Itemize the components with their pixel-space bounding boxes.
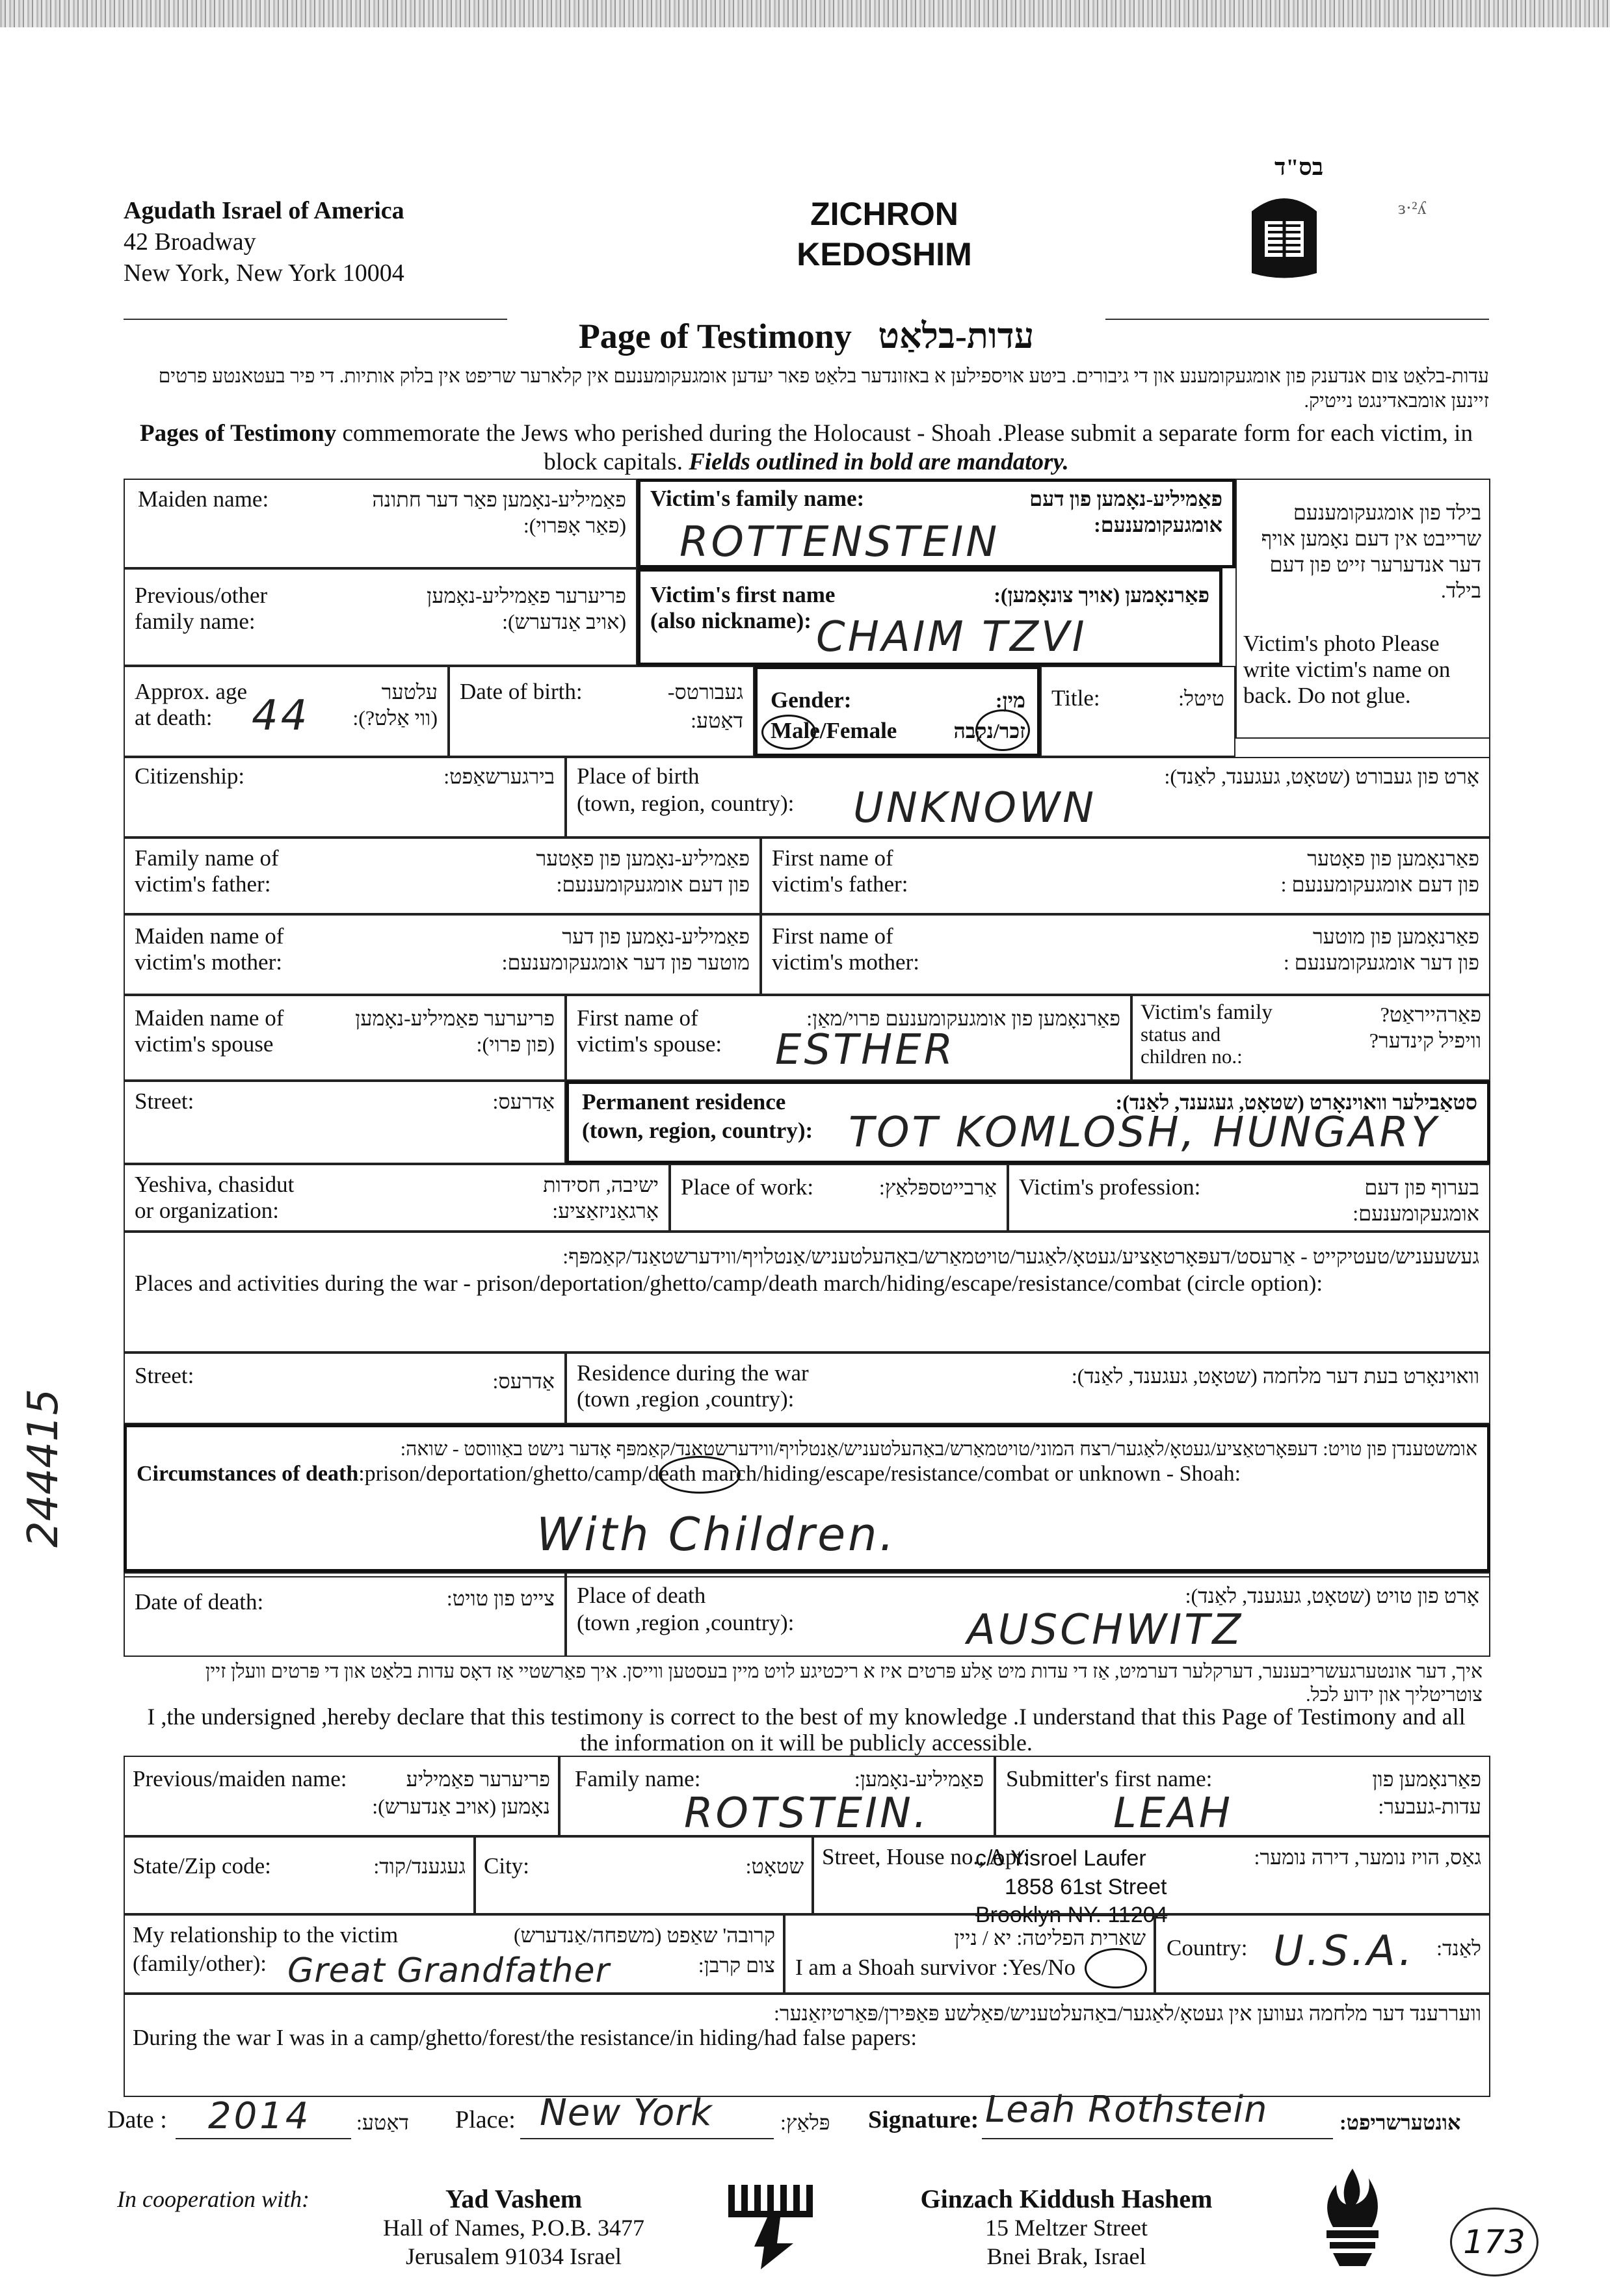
spouse-first-value: ESTHER	[775, 1026, 956, 1074]
dod-label: Date of death:	[135, 1589, 264, 1615]
spouse-maiden-label1: Maiden name of	[135, 1005, 284, 1031]
gk-name: Ginzach Kiddush Hashem	[920, 2184, 1213, 2213]
relationship-yi1: קרובה' שאַפט (משפחה/אַנדערש)	[514, 1923, 775, 1947]
first-name-cell[interactable]	[637, 568, 1222, 666]
camp-circle-mark	[659, 1456, 741, 1494]
relationship-yi2: צום קרבן:	[698, 1953, 775, 1977]
submitter-family-cell[interactable]	[559, 1756, 995, 1836]
place-yi: פּלאַץ:	[780, 2111, 830, 2134]
signature-value: Leah Rothstein	[985, 2089, 1268, 2131]
form-title	[715, 194, 1053, 274]
mother-first-label1: First name of	[772, 923, 893, 949]
circumstances-value: With Children.	[536, 1508, 897, 1561]
dob-yi1: געבורטס-	[667, 680, 743, 704]
age-value: 44	[252, 692, 310, 740]
page-of-testimony-title	[507, 315, 1105, 357]
sub-street-line2: 1858 61st Street	[1005, 1875, 1167, 1899]
relationship-value: Great Grandfather	[287, 1951, 610, 1990]
profession-yi1: בערוף פון דעם	[1364, 1176, 1479, 1199]
dob-yi2: דאַטע:	[691, 709, 743, 732]
date-value: 2014	[208, 2095, 311, 2137]
declaration-en: I ,the undersigned ,hereby declare that this testimony is correct to the best of my knowledge .I understand that this Page of Testimony and all the information on it will be publicly accessible.	[147, 1704, 1466, 1756]
profession-label: Victim's profession:	[1019, 1174, 1201, 1200]
father-family-label2: victim's father:	[135, 871, 271, 897]
date-label: Date :	[107, 2106, 167, 2133]
sub-first-label: Submitter's first name:	[1006, 1766, 1213, 1791]
street-cell[interactable]	[124, 1081, 566, 1164]
war-street-label: Street:	[135, 1363, 194, 1388]
spouse-first-label2: victim's spouse:	[577, 1031, 722, 1057]
gender-label: Gender:	[771, 687, 852, 713]
war-experience-cell[interactable]	[124, 1994, 1490, 2097]
death-place-yi: אָרט פון טויט (שטאָט, געגענד, לאַנד):	[1185, 1584, 1479, 1607]
mother-first-cell[interactable]	[761, 914, 1490, 995]
war-residence-label2: (town ,region ,country):	[577, 1386, 795, 1412]
age-label1: Approx. age	[135, 679, 248, 704]
birthplace-label2: (town, region, country):	[577, 791, 795, 816]
title-label: Title:	[1051, 685, 1100, 711]
survivor-cell[interactable]	[784, 1914, 1155, 1994]
page-number: 173	[1450, 2208, 1538, 2276]
male-circle-mark	[761, 715, 816, 750]
place-value: New York	[540, 2092, 713, 2134]
birthplace-cell[interactable]	[566, 757, 1490, 838]
prev-family-label2: family name:	[135, 609, 256, 634]
family-status-label1: Victim's family	[1141, 1001, 1273, 1024]
father-first-yi1: פאַרנאָמען פון פאָטער	[1307, 847, 1479, 870]
agudath-emblem-icon	[1245, 185, 1323, 283]
spouse-maiden-yi1: פריערער פאַמיליע-נאָמען	[355, 1007, 555, 1030]
sub-family-value: ROTSTEIN.	[684, 1789, 930, 1838]
country-cell[interactable]	[1155, 1914, 1490, 1994]
spouse-maiden-cell[interactable]	[124, 995, 566, 1081]
relationship-label2: (family/other):	[133, 1951, 267, 1976]
gender-yi2: זכר/נקבה	[953, 719, 1025, 743]
gender-cell[interactable]	[754, 666, 1040, 757]
sub-street-line3: Brooklyn NY. 11204	[975, 1903, 1168, 1927]
org-block	[124, 195, 404, 289]
title-cell[interactable]	[1040, 666, 1235, 757]
spouse-first-label1: First name of	[577, 1005, 698, 1031]
mother-first-label2: victim's mother:	[772, 949, 919, 975]
father-first-cell[interactable]	[761, 838, 1490, 914]
declaration-yi: איך, דער אונטערגעשריבענער, דערקלער דערמיט, אַז די עדות מיט אַלע פּרטים איז א ריכטיגע לויט מיין בעסטען ווייסן. איך פאַרשטיי אַז דאָס עדות בלאַט און די פּרטים וועלן זיין צוטריטליך און ידוע לכל.	[205, 1661, 1483, 1706]
sub-family-label: Family name:	[575, 1766, 701, 1791]
spouse-maiden-yi2: (פון פרוי):	[476, 1033, 555, 1056]
father-family-yi1: פאַמיליע-נאָמען פון פאָטער	[536, 847, 750, 870]
no-circle-mark	[1085, 1948, 1147, 1988]
residence-value: TOT KOMLOSH, HUNGARY	[849, 1109, 1440, 1157]
sub-prev-name-label: Previous/maiden name:	[133, 1766, 347, 1791]
work-yi: אַרבייטספּלאַץ:	[878, 1176, 997, 1199]
submitter-first-cell[interactable]	[995, 1756, 1490, 1836]
citizenship-yi: בירגערשאַפט:	[443, 765, 555, 788]
bsd-mark: בס"ד	[1274, 154, 1324, 180]
age-yi2: (ווי אַלט?):	[352, 706, 438, 730]
gender-options: Male/Female	[771, 718, 897, 743]
mother-maiden-cell[interactable]	[124, 914, 761, 995]
relationship-label1: My relationship to the victim	[133, 1922, 399, 1947]
birthplace-label1: Place of birth	[577, 763, 700, 789]
family-status-yi2: וויפיל קינדער?	[1369, 1029, 1481, 1052]
mother-maiden-label2: victim's mother:	[135, 949, 282, 975]
sub-street-yi: גאַס, הויז נומער, דירה נומער:	[1254, 1845, 1481, 1869]
family-name-cell[interactable]	[637, 479, 1235, 568]
father-first-label2: victim's father:	[772, 871, 908, 897]
photo-en: Victim's photo Please write victim's name on back. Do not glue.	[1243, 631, 1451, 708]
intro-english: Pages of Testimony commemorate the Jews who perished during the Holocaust - Shoah .Please submit a separate form for each victim, in block capitals. Fields outlined in bold are mandatory.	[140, 420, 1473, 475]
yad-vashem-block	[364, 2185, 663, 2271]
previous-family-cell[interactable]	[124, 568, 637, 666]
org-name: Agudath Israel of America	[124, 197, 404, 224]
signature-yi: אונטערשריפט:	[1339, 2111, 1461, 2134]
war-residence-label1: Residence during the war	[577, 1360, 809, 1386]
photo-yi: בילד פון אומגעקומענעם שרייבט אין דעם נאָמען אויף דער אנדערער זייט פון דעם בילד.	[1261, 501, 1481, 602]
sub-city-yi: שטאָט:	[745, 1854, 804, 1878]
yv-name: Yad Vashem	[445, 2184, 583, 2213]
yad-vashem-logo-icon	[722, 2178, 832, 2276]
dob-cell[interactable]	[449, 666, 754, 757]
intro-yiddish: עדות-בלאַט צום אנדענק פון אומגעקומענע און די גיבורים. ביטע אויספילען א באזונדער בלאַט פאר יעדען אומגעקומענעם אין קלארער שריפט אין בלוק אותיות. די פיר בעטאנטע פרטים זיינען אומבאדינגט נייטיק.	[158, 365, 1489, 412]
country-yi: לאַנד:	[1436, 1936, 1481, 1960]
sub-family-yi: פאַמיליע-נאָמען:	[854, 1767, 984, 1791]
war-places-cell[interactable]	[124, 1232, 1490, 1353]
yeshiva-label1: Yeshiva, chasidut	[135, 1172, 295, 1197]
age-yi1: עלטער	[381, 680, 438, 704]
prev-family-yi2: (אויב אַנדערש):	[502, 610, 626, 633]
spouse-maiden-label2: victim's spouse	[135, 1031, 274, 1057]
citizenship-cell[interactable]	[124, 757, 566, 838]
sub-first-value: LEAH	[1113, 1789, 1233, 1838]
survivor-yi: שארית הפליטה: יא / ניין	[954, 1926, 1146, 1949]
residence-cell[interactable]	[566, 1081, 1490, 1164]
sub-street-line1: c/o Yisroel Laufer	[975, 1846, 1146, 1871]
submitter-city-cell[interactable]	[475, 1836, 813, 1914]
residence-label2: (town, region, country):	[582, 1118, 813, 1143]
first-name-label1: Victim's first name	[650, 582, 836, 607]
mother-first-yi2: פון דער אומגעקומענעם :	[1283, 951, 1479, 974]
sub-first-yi2: עדות-געבער:	[1378, 1795, 1481, 1818]
survivor-en: I am a Shoah survivor :Yes/No	[795, 1955, 1076, 1980]
maiden-name-cell[interactable]	[124, 479, 637, 568]
circumstances-cell[interactable]	[124, 1424, 1490, 1572]
prev-family-yi1: פריערער פאַמיליע-נאָמען	[427, 584, 626, 607]
dod-yi: צייט פון טויט:	[446, 1587, 555, 1610]
family-name-label: Victim's family name:	[650, 486, 865, 511]
maiden-name-yi: פאַמיליע-נאָמען פאַר דער חתונה (פאַר אָפּרוי):	[372, 488, 626, 537]
death-place-label2: (town ,region ,country):	[577, 1610, 795, 1635]
street-label: Street:	[135, 1089, 194, 1114]
org-address-line1: 42 Broadway	[124, 228, 256, 256]
country-value: U.S.A.	[1273, 1927, 1415, 1975]
intro-bold: Pages of Testimony	[140, 420, 337, 447]
pot-yi: עדות-בלאַט	[878, 317, 1035, 356]
war-residence-cell[interactable]	[566, 1353, 1490, 1424]
death-place-value: AUSCHWITZ	[967, 1606, 1244, 1654]
first-name-yi: פאַרנאָמען (אויך צונאָמען):	[994, 583, 1209, 607]
spouse-first-cell[interactable]	[566, 995, 1131, 1081]
gk-address2: Bnei Brak, Israel	[986, 2243, 1146, 2269]
mother-maiden-yi1: פאַמיליע-נאָמען פון דער	[562, 925, 750, 948]
father-first-yi2: פון דעם אומגעקומענעם :	[1280, 873, 1479, 896]
family-name-value: ROTTENSTEIN	[680, 518, 1000, 566]
sub-prev-name-yi1: פריערער פאַמיליע	[406, 1767, 550, 1791]
scribble-mark: ɜ·²ʎ	[1398, 198, 1427, 218]
gk-address1: 15 Meltzer Street	[985, 2215, 1148, 2241]
sub-first-yi1: פאַרנאָמען פון	[1372, 1767, 1481, 1791]
yv-address1: Hall of Names, P.O.B. 3477	[383, 2215, 644, 2241]
work-cell[interactable]	[670, 1164, 1008, 1232]
title-line1: ZICHRON	[810, 196, 958, 232]
yeshiva-yi2: אָרגאַניזאַציע:	[552, 1199, 659, 1222]
death-place-label1: Place of death	[577, 1583, 706, 1608]
family-status-label2: status and	[1141, 1023, 1221, 1046]
family-status-yi1: פאַרהייראַט?	[1380, 1003, 1481, 1026]
maiden-name-label: Maiden name:	[138, 486, 269, 512]
submitter-prev-name-cell[interactable]	[124, 1756, 559, 1836]
first-name-label2: (also nickname):	[650, 608, 812, 633]
pot-en: Page of Testimony	[578, 317, 852, 356]
spouse-first-yi: פאַרנאָמען פון אומגעקומענעם פרוי/מאַן:	[806, 1007, 1120, 1030]
yeshiva-label2: or organization:	[135, 1198, 279, 1223]
mother-maiden-label1: Maiden name of	[135, 923, 284, 949]
circumstances-en-bold: Circumstances of death	[137, 1462, 359, 1486]
sub-street-label: Street, House no., Apt:	[822, 1844, 1029, 1869]
war-places-en: Places and activities during the war - prison/deportation/ghetto/camp/death march/hiding/escape/resistance/combat (circle option):	[135, 1271, 1323, 1296]
gender-yi1: מין:	[995, 689, 1025, 712]
profession-yi2: אומגעקומענעם:	[1353, 1202, 1479, 1225]
street-yi: אַדרעס:	[492, 1090, 555, 1113]
mother-first-yi1: פאַרנאָמען פון מוטער	[1313, 925, 1479, 948]
circumstances-en-text: :prison/deportation/ghetto/camp/death march/hiding/escape/resistance/combat or unknown - Shoah:	[358, 1462, 1241, 1486]
father-family-label1: Family name of	[135, 845, 279, 871]
zachar-circle-mark	[975, 709, 1030, 751]
residence-label1: Permanent residence	[582, 1089, 786, 1115]
ginzach-flame-logo-icon	[1313, 2165, 1392, 2269]
family-name-yi: פאַמיליע-נאָמען פון דעם אומגעקומענעם:	[1029, 487, 1222, 536]
yeshiva-cell[interactable]	[124, 1164, 670, 1232]
photo-cell[interactable]	[1235, 479, 1490, 739]
work-label: Place of work:	[681, 1174, 814, 1200]
yeshiva-yi1: ישיבה, חסידות	[543, 1173, 659, 1196]
age-cell[interactable]	[124, 666, 449, 757]
war-residence-yi: וואוינאָרט בעת דער מלחמה (שטאָט, געגענד, לאַנד):	[1071, 1364, 1479, 1388]
circumstances-yi: אומשטענדן פון טויט: דעפּאָרטאַציע/געטאָ/לאַגער/רצח המוני/טויטמאַרש/באַהעלטעניש/אַנטלויף/ווידערשטאַנד/קאַמפּף אָדער נישט באַוווסט - שואה:	[400, 1438, 1477, 1460]
father-first-label1: First name of	[772, 845, 893, 871]
signature-label: Signature:	[868, 2106, 979, 2133]
prev-family-label1: Previous/other	[135, 583, 268, 608]
submitter-state-cell[interactable]	[124, 1836, 475, 1914]
scan-edge	[0, 0, 1610, 27]
cooperation-label: In cooperation with:	[117, 2186, 310, 2212]
dob-label: Date of birth:	[460, 679, 583, 704]
father-family-yi2: פון דעם אומגעקומענעם:	[556, 873, 750, 896]
war-line-yi: וועררענד דער מלחמה געווען אין געטאָ/לאַגער/באַהעלטעניש/פאַלשע פּאַפּירן/פּאַרטיזאַנער:	[773, 2001, 1481, 2025]
citizenship-label: Citizenship:	[135, 763, 245, 789]
place-line	[520, 2138, 774, 2139]
war-street-yi: אַדרעס:	[492, 1369, 555, 1393]
sub-state-yi: געגענד/קוד:	[373, 1854, 466, 1878]
date-yi: דאַטע:	[356, 2111, 409, 2134]
residence-yi: סטאַבילער וואוינאָרט (שטאָט, געגענד, לאַנד):	[1115, 1090, 1477, 1114]
sub-city-label: City:	[484, 1853, 530, 1879]
place-label: Place:	[455, 2106, 516, 2133]
ginzach-block	[884, 2185, 1248, 2271]
birthplace-value: UNKNOWN	[853, 784, 1097, 832]
dod-cell[interactable]	[124, 1572, 566, 1657]
war-street-cell[interactable]	[124, 1353, 566, 1424]
org-address-line2: New York, New York 10004	[124, 259, 404, 287]
title-line2: KEDOSHIM	[797, 236, 972, 272]
mother-maiden-yi2: מוטער פון דער אומגעקומענעם:	[501, 951, 750, 974]
birthplace-yi: אָרט פון געבורט (שטאָט, געגענד, לאַנד):	[1164, 765, 1479, 788]
sub-prev-name-yi2: נאָמען (אויב אַנדערש):	[372, 1795, 550, 1818]
first-name-value: CHAIM TZVI	[816, 613, 1087, 661]
death-place-cell[interactable]	[566, 1572, 1490, 1657]
family-status-label3: children no.:	[1141, 1045, 1243, 1068]
country-label: Country:	[1167, 1935, 1248, 1960]
relationship-cell[interactable]	[124, 1914, 784, 1994]
family-status-cell[interactable]	[1131, 995, 1490, 1081]
signature-line	[982, 2138, 1333, 2139]
profession-cell[interactable]	[1008, 1164, 1490, 1232]
war-line-en: During the war I was in a camp/ghetto/forest/the resistance/in hiding/had false papers:	[133, 2025, 917, 2050]
war-places-yi: געשעעניש/טעטיקייט - אַרעסט/דעפּאָרטאַציע/געטאָ/לאַגער/טויטמאַרש/באַהעלטעניש/אַנטלויף/ווידערשטאַנד/קאַמפּף:	[562, 1245, 1479, 1268]
intro-mandatory-note: Fields outlined in bold are mandatory.	[689, 449, 1069, 475]
title-yi: טיטל:	[1178, 687, 1224, 710]
father-family-cell[interactable]	[124, 838, 761, 914]
age-label2: at death:	[135, 705, 213, 730]
yv-address2: Jerusalem 91034 Israel	[406, 2243, 622, 2269]
sub-state-label: State/Zip code:	[133, 1853, 271, 1879]
side-archive-number: 244415	[20, 1388, 68, 1548]
